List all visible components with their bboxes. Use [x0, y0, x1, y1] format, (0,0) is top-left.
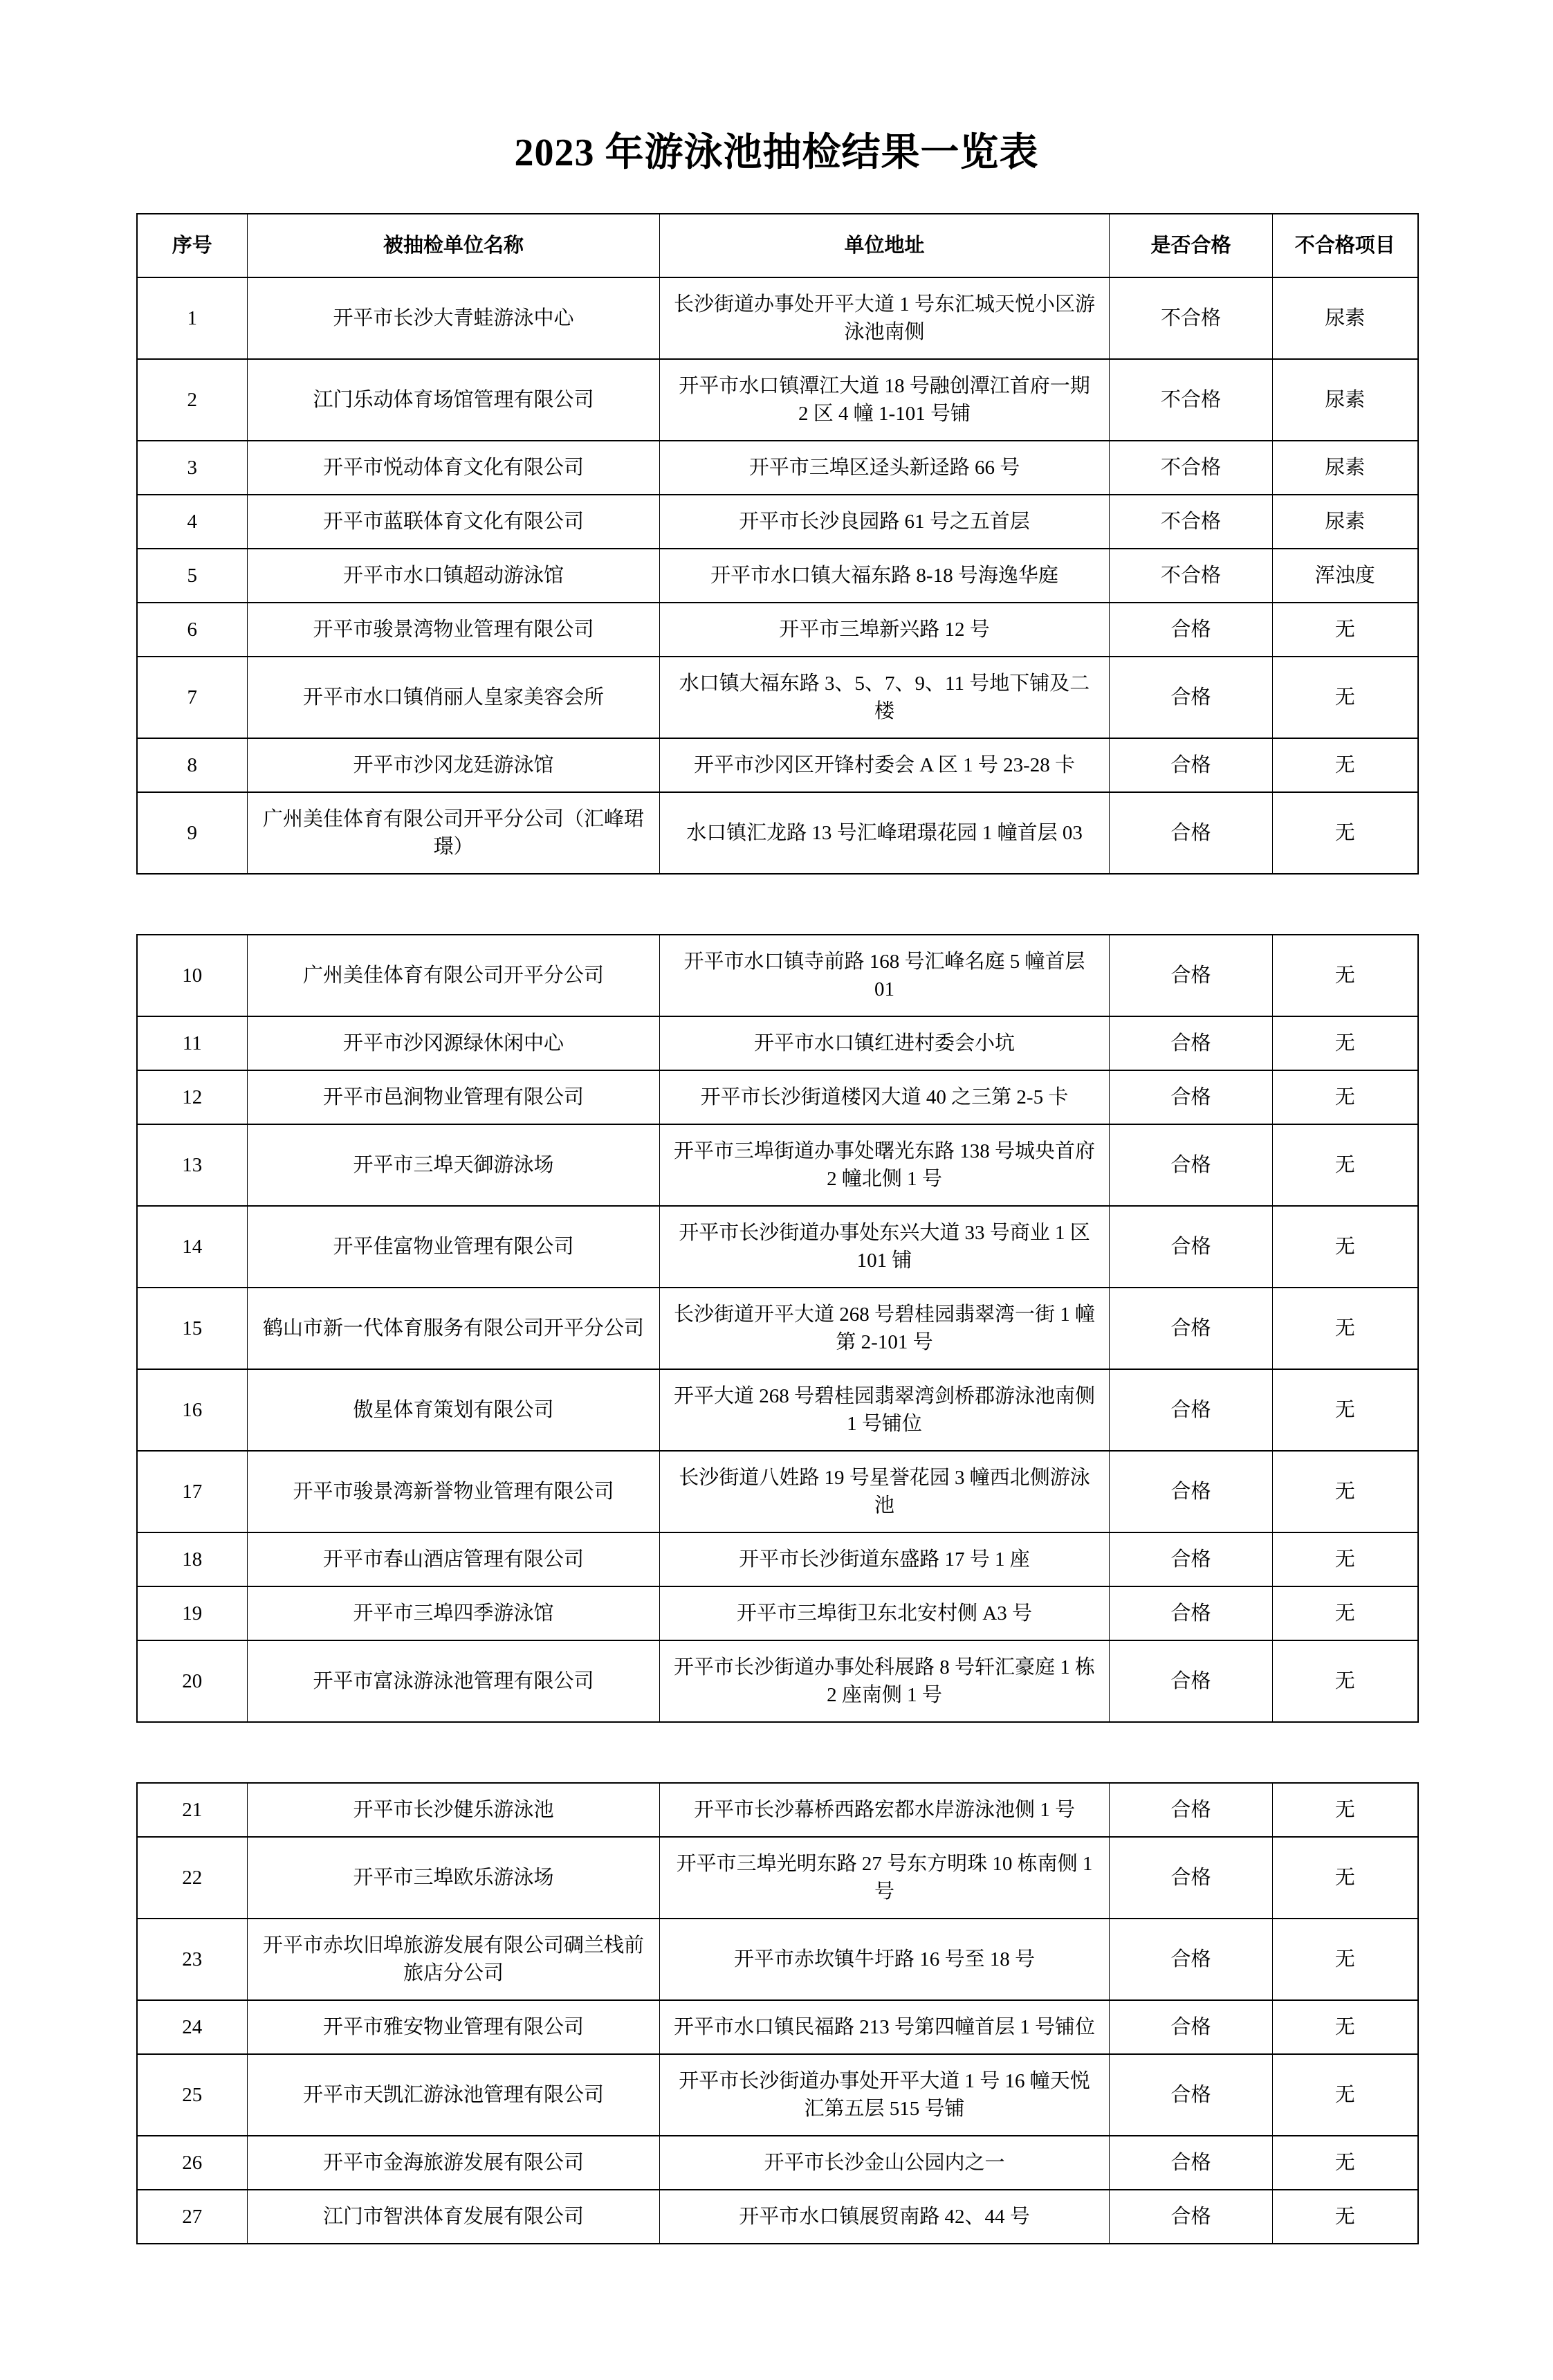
- qualified-status: 合格: [1110, 1919, 1273, 2000]
- table-row: [137, 2190, 1418, 2244]
- unit-name: 开平市三埠四季游泳馆: [248, 1586, 660, 1640]
- failed-items: 尿素: [1273, 495, 1418, 549]
- failed-items: 无: [1273, 1837, 1418, 1919]
- table-row: [137, 1837, 1418, 1919]
- unit-name: 江门市智洪体育发展有限公司: [248, 2190, 660, 2244]
- table-row: [137, 1070, 1418, 1124]
- qualified-status: 合格: [1110, 2136, 1273, 2190]
- failed-items: 无: [1273, 1070, 1418, 1124]
- unit-address: 开平市水口镇展贸南路 42、44 号: [660, 2190, 1110, 2244]
- table-row: [137, 1016, 1418, 1070]
- failed-items: 无: [1273, 2136, 1418, 2190]
- row-number: 16: [137, 1369, 248, 1451]
- unit-address: 开平市长沙街道东盛路 17 号 1 座: [660, 1532, 1110, 1586]
- unit-name: 江门乐动体育场馆管理有限公司: [248, 359, 660, 441]
- row-number: 11: [137, 1016, 248, 1070]
- table-row: [137, 1124, 1418, 1206]
- qualified-status: 合格: [1110, 1288, 1273, 1369]
- unit-address: 开平市三埠街卫东北安村侧 A3 号: [660, 1586, 1110, 1640]
- qualified-status: 合格: [1110, 657, 1273, 738]
- unit-name: 开平市长沙健乐游泳池: [248, 1783, 660, 1837]
- unit-address: 开平市赤坎镇牛圩路 16 号至 18 号: [660, 1919, 1110, 2000]
- row-number: 24: [137, 2000, 248, 2054]
- unit-address: 长沙街道八姓路 19 号星誉花园 3 幢西北侧游泳池: [660, 1451, 1110, 1532]
- qualified-status: 合格: [1110, 1837, 1273, 1919]
- failed-items: 无: [1273, 1640, 1418, 1722]
- qualified-status: 不合格: [1110, 441, 1273, 495]
- row-number: 15: [137, 1288, 248, 1369]
- qualified-status: 合格: [1110, 1070, 1273, 1124]
- table-row: [137, 277, 1418, 359]
- qualified-status: 不合格: [1110, 549, 1273, 603]
- unit-name: 开平市富泳游泳池管理有限公司: [248, 1640, 660, 1722]
- unit-name: 开平市春山酒店管理有限公司: [248, 1532, 660, 1586]
- qualified-status: 不合格: [1110, 495, 1273, 549]
- unit-address: 开平市水口镇大福东路 8-18 号海逸华庭: [660, 549, 1110, 603]
- unit-address: 开平市三埠区迳头新迳路 66 号: [660, 441, 1110, 495]
- failed-items: 尿素: [1273, 441, 1418, 495]
- unit-name: 开平市骏景湾新誉物业管理有限公司: [248, 1451, 660, 1532]
- qualified-status: 合格: [1110, 2190, 1273, 2244]
- table-row: [137, 935, 1418, 1016]
- qualified-status: 合格: [1110, 1206, 1273, 1288]
- qualified-status: 合格: [1110, 1783, 1273, 1837]
- failed-items: 无: [1273, 1288, 1418, 1369]
- failed-items: 无: [1273, 603, 1418, 657]
- qualified-status: 合格: [1110, 935, 1273, 1016]
- column-header-4: 是否合格: [1110, 214, 1273, 277]
- table-row: [137, 1783, 1418, 1837]
- row-number: 19: [137, 1586, 248, 1640]
- unit-address: 水口镇汇龙路 13 号汇峰珺璟花园 1 幢首层 03: [660, 792, 1110, 874]
- unit-name: 开平市三埠天御游泳场: [248, 1124, 660, 1206]
- table-row: [137, 1206, 1418, 1288]
- unit-address: 开平市三埠新兴路 12 号: [660, 603, 1110, 657]
- unit-address: 长沙街道办事处开平大道 1 号东汇城天悦小区游泳池南侧: [660, 277, 1110, 359]
- failed-items: 无: [1273, 1451, 1418, 1532]
- row-number: 26: [137, 2136, 248, 2190]
- failed-items: 无: [1273, 792, 1418, 874]
- column-header-2: 被抽检单位名称: [248, 214, 660, 277]
- unit-name: 开平市赤坎旧埠旅游发展有限公司碉兰栈前旅店分公司: [248, 1919, 660, 2000]
- unit-name: 开平市长沙大青蛙游泳中心: [248, 277, 660, 359]
- unit-address: 开平市水口镇红进村委会小坑: [660, 1016, 1110, 1070]
- qualified-status: 合格: [1110, 2000, 1273, 2054]
- unit-address: 开平市水口镇潭江大道 18 号融创潭江首府一期 2 区 4 幢 1-101 号铺: [660, 359, 1110, 441]
- table-row: [137, 657, 1418, 738]
- table-row: [137, 2054, 1418, 2136]
- qualified-status: 合格: [1110, 1532, 1273, 1586]
- qualified-status: 合格: [1110, 1586, 1273, 1640]
- failed-items: 浑浊度: [1273, 549, 1418, 603]
- qualified-status: 合格: [1110, 2054, 1273, 2136]
- unit-name: 广州美佳体育有限公司开平分公司（汇峰珺璟）: [248, 792, 660, 874]
- unit-address: 开平大道 268 号碧桂园翡翠湾剑桥郡游泳池南侧 1 号铺位: [660, 1369, 1110, 1451]
- unit-name: 开平市骏景湾物业管理有限公司: [248, 603, 660, 657]
- unit-name: 开平市悦动体育文化有限公司: [248, 441, 660, 495]
- table-header-row: [137, 214, 1418, 277]
- row-number: 13: [137, 1124, 248, 1206]
- qualified-status: 不合格: [1110, 359, 1273, 441]
- unit-name: 开平市雅安物业管理有限公司: [248, 2000, 660, 2054]
- unit-name: 开平市水口镇超动游泳馆: [248, 549, 660, 603]
- row-number: 10: [137, 935, 248, 1016]
- row-number: 6: [137, 603, 248, 657]
- row-number: 25: [137, 2054, 248, 2136]
- row-number: 4: [137, 495, 248, 549]
- column-header-3: 单位地址: [660, 214, 1110, 277]
- qualified-status: 不合格: [1110, 277, 1273, 359]
- qualified-status: 合格: [1110, 1640, 1273, 1722]
- unit-address: 开平市长沙街道办事处科展路 8 号轩汇豪庭 1 栋 2 座南侧 1 号: [660, 1640, 1110, 1722]
- table-row: [137, 1369, 1418, 1451]
- qualified-status: 合格: [1110, 792, 1273, 874]
- unit-address: 开平市长沙街道办事处开平大道 1 号 16 幢天悦汇第五层 515 号铺: [660, 2054, 1110, 2136]
- unit-address: 开平市长沙街道楼冈大道 40 之三第 2-5 卡: [660, 1070, 1110, 1124]
- column-header-5: 不合格项目: [1273, 214, 1418, 277]
- failed-items: 尿素: [1273, 277, 1418, 359]
- row-number: 21: [137, 1783, 248, 1837]
- results-table-block-2: [136, 934, 1419, 1723]
- inspection-results-table: [136, 213, 1417, 2244]
- unit-name: 开平佳富物业管理有限公司: [248, 1206, 660, 1288]
- unit-name: 鹤山市新一代体育服务有限公司开平分公司: [248, 1288, 660, 1369]
- unit-name: 傲星体育策划有限公司: [248, 1369, 660, 1451]
- table-row: [137, 1288, 1418, 1369]
- failed-items: 无: [1273, 1783, 1418, 1837]
- table-row: [137, 549, 1418, 603]
- unit-name: 广州美佳体育有限公司开平分公司: [248, 935, 660, 1016]
- row-number: 17: [137, 1451, 248, 1532]
- page-title: 2023 年游泳池抽检结果一览表: [514, 131, 1039, 174]
- failed-items: 无: [1273, 1016, 1418, 1070]
- unit-name: 开平市邑涧物业管理有限公司: [248, 1070, 660, 1124]
- results-table-block-1: [136, 213, 1419, 875]
- row-number: 18: [137, 1532, 248, 1586]
- unit-name: 开平市沙冈龙廷游泳馆: [248, 738, 660, 792]
- unit-address: 开平市水口镇民福路 213 号第四幢首层 1 号铺位: [660, 2000, 1110, 2054]
- unit-address: 开平市水口镇寺前路 168 号汇峰名庭 5 幢首层 01: [660, 935, 1110, 1016]
- unit-name: 开平市沙冈源绿休闲中心: [248, 1016, 660, 1070]
- failed-items: 无: [1273, 1206, 1418, 1288]
- unit-name: 开平市蓝联体育文化有限公司: [248, 495, 660, 549]
- qualified-status: 合格: [1110, 1369, 1273, 1451]
- table-row: [137, 738, 1418, 792]
- failed-items: 无: [1273, 1369, 1418, 1451]
- qualified-status: 合格: [1110, 1124, 1273, 1206]
- row-number: 8: [137, 738, 248, 792]
- row-number: 12: [137, 1070, 248, 1124]
- table-row: [137, 2136, 1418, 2190]
- failed-items: 无: [1273, 1919, 1418, 2000]
- unit-name: 开平市三埠欧乐游泳场: [248, 1837, 660, 1919]
- table-row: [137, 1640, 1418, 1722]
- failed-items: 无: [1273, 1586, 1418, 1640]
- table-row: [137, 1451, 1418, 1532]
- qualified-status: 合格: [1110, 1016, 1273, 1070]
- row-number: 22: [137, 1837, 248, 1919]
- failed-items: 无: [1273, 2000, 1418, 2054]
- qualified-status: 合格: [1110, 1451, 1273, 1532]
- column-header-1: 序号: [137, 214, 248, 277]
- row-number: 9: [137, 792, 248, 874]
- row-number: 2: [137, 359, 248, 441]
- failed-items: 无: [1273, 657, 1418, 738]
- unit-name: 开平市水口镇俏丽人皇家美容会所: [248, 657, 660, 738]
- results-table-block-3: [136, 1782, 1419, 2244]
- qualified-status: 合格: [1110, 738, 1273, 792]
- failed-items: 无: [1273, 1532, 1418, 1586]
- row-number: 7: [137, 657, 248, 738]
- row-number: 23: [137, 1919, 248, 2000]
- unit-name: 开平市金海旅游发展有限公司: [248, 2136, 660, 2190]
- table-row: [137, 1919, 1418, 2000]
- failed-items: 无: [1273, 1124, 1418, 1206]
- failed-items: 无: [1273, 2054, 1418, 2136]
- unit-address: 开平市长沙街道办事处东兴大道 33 号商业 1 区 101 铺: [660, 1206, 1110, 1288]
- table-row: [137, 441, 1418, 495]
- row-number: 5: [137, 549, 248, 603]
- row-number: 27: [137, 2190, 248, 2244]
- row-number: 14: [137, 1206, 248, 1288]
- table-row: [137, 1586, 1418, 1640]
- table-row: [137, 359, 1418, 441]
- qualified-status: 合格: [1110, 603, 1273, 657]
- unit-address: 开平市三埠光明东路 27 号东方明珠 10 栋南侧 1 号: [660, 1837, 1110, 1919]
- row-number: 3: [137, 441, 248, 495]
- unit-name: 开平市天凯汇游泳池管理有限公司: [248, 2054, 660, 2136]
- unit-address: 开平市三埠街道办事处曙光东路 138 号城央首府 2 幢北侧 1 号: [660, 1124, 1110, 1206]
- unit-address: 长沙街道开平大道 268 号碧桂园翡翠湾一街 1 幢第 2-101 号: [660, 1288, 1110, 1369]
- unit-address: 水口镇大福东路 3、5、7、9、11 号地下铺及二楼: [660, 657, 1110, 738]
- unit-address: 开平市长沙金山公园内之一: [660, 2136, 1110, 2190]
- table-row: [137, 1532, 1418, 1586]
- row-number: 1: [137, 277, 248, 359]
- unit-address: 开平市沙冈区开锋村委会 A 区 1 号 23-28 卡: [660, 738, 1110, 792]
- table-row: [137, 603, 1418, 657]
- table-row: [137, 495, 1418, 549]
- failed-items: 无: [1273, 738, 1418, 792]
- failed-items: 尿素: [1273, 359, 1418, 441]
- table-row: [137, 2000, 1418, 2054]
- failed-items: 无: [1273, 2190, 1418, 2244]
- table-row: [137, 792, 1418, 874]
- failed-items: 无: [1273, 935, 1418, 1016]
- unit-address: 开平市长沙良园路 61 号之五首层: [660, 495, 1110, 549]
- unit-address: 开平市长沙幕桥西路宏都水岸游泳池侧 1 号: [660, 1783, 1110, 1837]
- row-number: 20: [137, 1640, 248, 1722]
